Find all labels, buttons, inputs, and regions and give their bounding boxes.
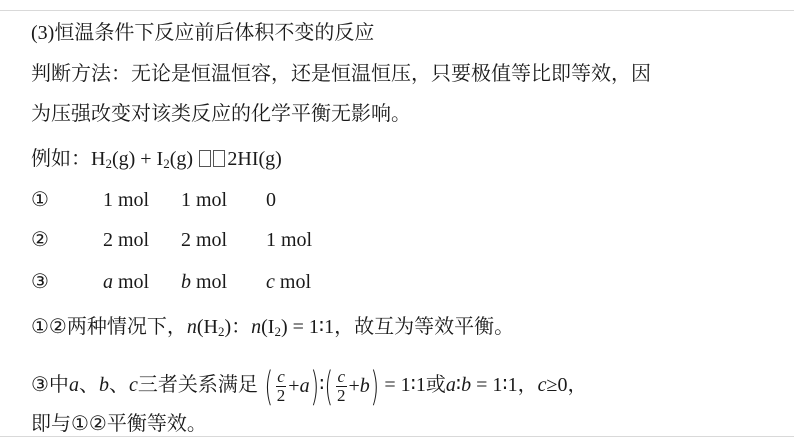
- i2-amount: 2 mol: [181, 229, 228, 251]
- hi-amount: 1 mol: [266, 229, 313, 251]
- row-marker: ③: [31, 271, 49, 293]
- method-line-1: 判断方法：无论是恒温恒容，还是恒温恒压，只要极值等比即等效，因: [31, 61, 651, 85]
- expr-c2-plus-a: ( $\frac{c}{2}$ +a): [264, 363, 319, 410]
- reversible-arrow-icon: [199, 146, 227, 170]
- example-equation: [31, 143, 282, 174]
- bottom-divider: [0, 436, 794, 437]
- amount-row-1: [31, 185, 431, 215]
- top-divider: [0, 10, 794, 11]
- example-label: 例如：: [31, 146, 91, 170]
- conclusion-2-line-2: 即与①②平衡等效。: [31, 411, 207, 435]
- i2-amount: b mol: [181, 271, 228, 293]
- conclusion-1: ①②两种情况下，$n(H_2)$：$n(I_2)$ = 1∶1，故互为等效平衡。: [31, 314, 515, 339]
- conclusion-2: ③中a、b、c三者关系满足 ( $\frac{c}{2}$ +a)∶( $\frac{c}{2}$ +b) = 1∶1或a∶b = 1∶1，c≥0，: [31, 363, 588, 410]
- amount-row-2: [31, 225, 431, 255]
- i2-amount: 1 mol: [181, 189, 228, 211]
- section-heading: [31, 17, 374, 48]
- expr-c2-plus-b: ( $\frac{c}{2}$ +b): [324, 363, 379, 410]
- hi-amount: 0: [266, 189, 276, 211]
- row-marker: ②: [31, 229, 49, 251]
- row-marker: ①: [31, 189, 49, 211]
- equation-rhs: 2HI(g): [227, 148, 282, 170]
- heading-text: 恒温条件下反应前后体积不变的反应: [54, 20, 375, 44]
- method-line-2: 为压强改变对该类反应的化学平衡无影响。: [31, 101, 411, 125]
- equation-lhs: $H_2(g) + I_2(g)$: [91, 148, 194, 171]
- heading-number: (3): [31, 22, 55, 44]
- h2-amount: 2 mol: [103, 229, 150, 251]
- amount-row-3: [31, 267, 431, 297]
- hi-amount: c mol: [266, 271, 312, 293]
- h2-amount: 1 mol: [103, 189, 150, 211]
- h2-amount: a mol: [103, 271, 150, 293]
